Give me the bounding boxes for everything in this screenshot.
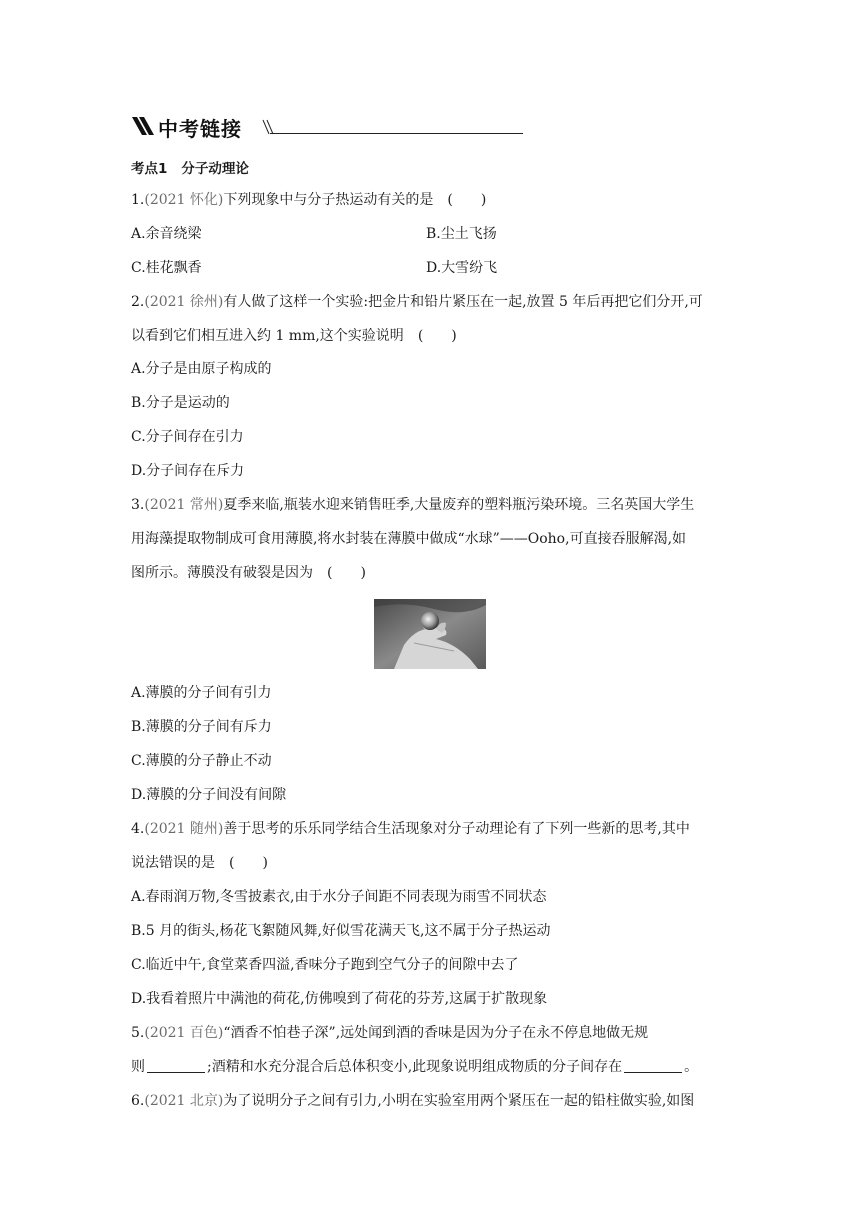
option-c: C.薄膜的分子静止不动 <box>131 753 272 769</box>
option-a: A.余音绕梁 <box>131 226 202 242</box>
question-text: 善于思考的乐乐同学结合生活现象对分子动理论有了下列一些新的思考,其中 <box>223 821 690 837</box>
answer-paren: ( ) <box>327 565 366 581</box>
question-number: 4. <box>131 821 145 837</box>
question-text: 以看到它们相互进入约 1 mm,这个实验说明 <box>131 328 404 344</box>
option-d: D.大雪纷飞 <box>426 260 498 276</box>
question-3-line-2: 用海藻提取物制成可食用薄膜,将水封装在薄膜中做成“水球”——Ooho,可直接吞服解渴,如 <box>131 531 687 547</box>
topic-name: 分子动理论 <box>181 161 249 177</box>
section-header <box>130 114 530 140</box>
question-text: 说法错误的是 <box>131 855 215 871</box>
question-5-line-2 <box>131 1057 698 1077</box>
question-text: 下列现象中与分子热运动有关的是 <box>223 192 434 208</box>
question-1 <box>131 190 486 210</box>
question-text: 。 <box>684 1059 699 1075</box>
option-b: B.尘土飞扬 <box>426 226 497 242</box>
question-4 <box>131 819 690 839</box>
thin-slash-icon <box>260 114 290 138</box>
question-6 <box>131 1091 694 1111</box>
header-underline <box>270 133 523 134</box>
answer-blank-2[interactable] <box>624 1058 682 1073</box>
option-d: D.我看着照片中满池的荷花,仿佛嗅到了荷花的芬芳,这属于扩散现象 <box>131 991 548 1007</box>
question-4-line-2 <box>131 853 268 873</box>
question-number: 1. <box>131 192 145 208</box>
option-b: B.5 月的街头,杨花飞絮随风舞,好似雪花满天飞,这不属于分子热运动 <box>131 923 551 939</box>
question-source: (2021 百色) <box>144 1025 224 1041</box>
question-3 <box>131 495 694 515</box>
answer-paren: ( ) <box>229 855 268 871</box>
question-2-line-2 <box>131 326 457 346</box>
option-c: C.临近中午,食堂菜香四溢,香味分子跑到空气分子的间隙中去了 <box>131 957 519 973</box>
question-source: (2021 徐州) <box>144 294 224 310</box>
option-c: C.分子间存在引力 <box>131 429 244 445</box>
question-text: ;酒精和水充分混合后总体积变小,此现象说明组成物质的分子间存在 <box>207 1059 623 1075</box>
question-text: 有人做了这样一个实验:把金片和铅片紧压在一起,放置 5 年后再把它们分开,可 <box>223 294 703 310</box>
question-text: 图所示。薄膜没有破裂是因为 <box>131 565 313 581</box>
question-source: (2021 随州) <box>144 821 224 837</box>
question-text: 夏季来临,瓶装水迎来销售旺季,大量废弃的塑料瓶污染环境。三名英国大学生 <box>223 497 695 513</box>
question-number: 2. <box>131 294 145 310</box>
question-text: “酒香不怕巷子深”,远处闻到酒的香味是因为分子在永不停息地做无规 <box>223 1025 649 1041</box>
double-slash-icon <box>130 114 160 138</box>
question-3-line-3 <box>131 563 366 583</box>
option-d: D.薄膜的分子间没有间隙 <box>131 787 287 803</box>
question-number: 6. <box>131 1093 145 1109</box>
option-b: B.分子是运动的 <box>131 395 230 411</box>
option-a: A.春雨润万物,冬雪披素衣,由于水分子间距不同表现为雨雪不同状态 <box>131 889 547 905</box>
answer-paren: ( ) <box>417 328 457 344</box>
answer-blank-1[interactable] <box>147 1058 205 1073</box>
question-source: (2021 北京) <box>144 1093 224 1109</box>
answer-paren: ( ) <box>447 192 487 208</box>
question-5 <box>131 1023 648 1043</box>
question-source: (2021 怀化) <box>144 192 224 208</box>
section-title: 中考链接 <box>158 117 242 141</box>
question-source: (2021 常州) <box>144 497 224 513</box>
option-d: D.分子间存在斥力 <box>131 463 245 479</box>
topic-label: 考点1 <box>131 161 168 177</box>
option-a: A.薄膜的分子间有引力 <box>131 685 272 701</box>
option-a: A.分子是由原子构成的 <box>131 361 272 377</box>
question-2 <box>131 292 703 312</box>
question-text: 则 <box>131 1059 145 1075</box>
option-c: C.桂花飘香 <box>131 260 202 276</box>
question-number: 5. <box>131 1025 145 1041</box>
option-b: B.薄膜的分子间有斥力 <box>131 719 272 735</box>
topic-heading <box>131 157 249 177</box>
question-text: 为了说明分子之间有引力,小明在实验室用两个紧压在一起的铅柱做实验,如图 <box>223 1093 695 1109</box>
question-number: 3. <box>131 497 145 513</box>
ooho-water-ball-photo <box>374 599 486 669</box>
